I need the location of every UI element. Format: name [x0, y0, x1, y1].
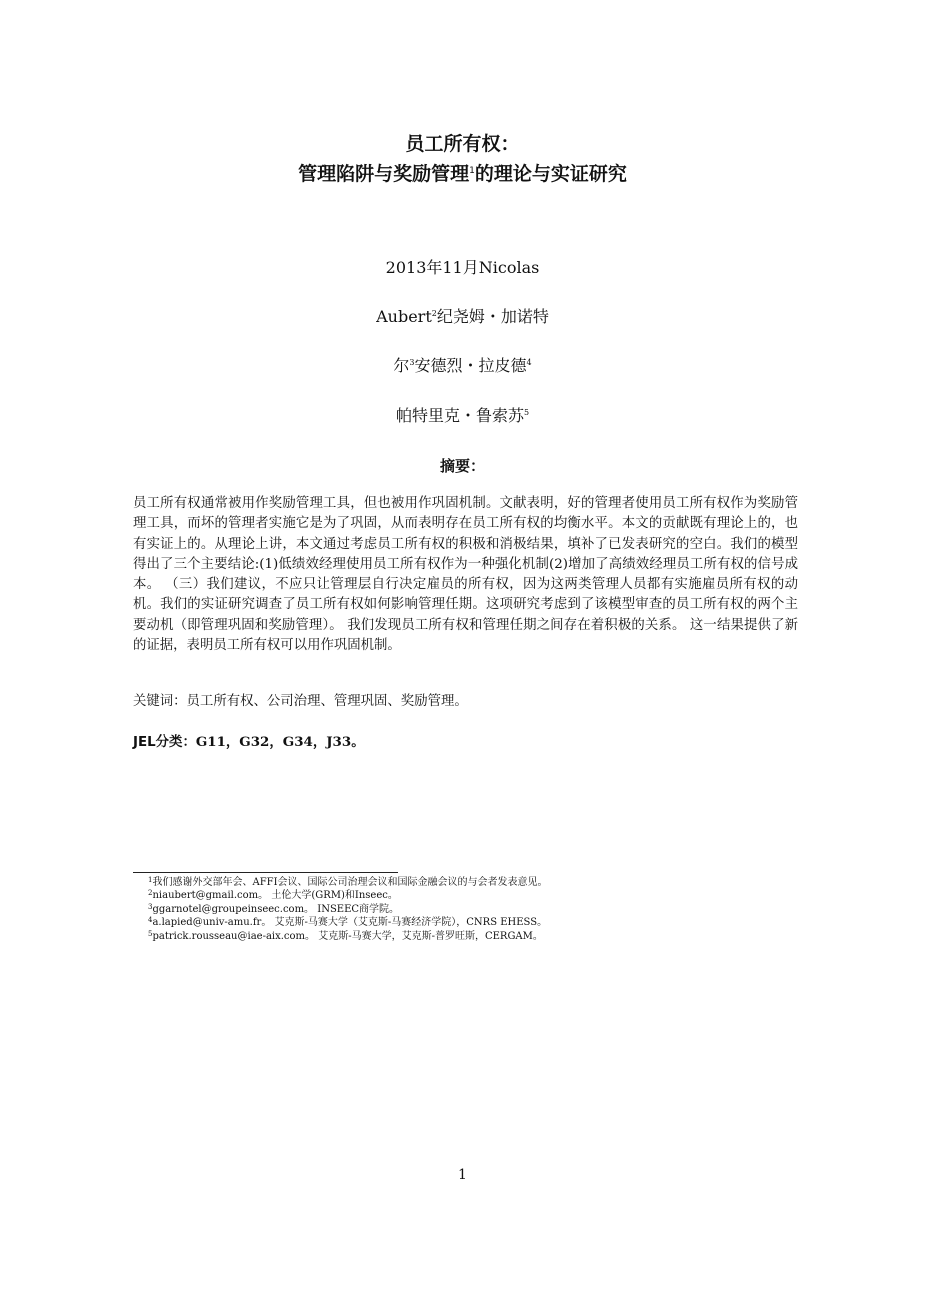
jel-label: JEL分类： [133, 735, 196, 750]
paper-title-line-1: 员工所有权： [405, 133, 520, 155]
footnote-item [148, 889, 808, 902]
footnote-number: 5 [148, 929, 153, 938]
author-name-part: 纪尧姆・加诺特 [436, 307, 549, 326]
keywords: 关键词：员工所有权、公司治理、管理巩固、奖励管理。 [133, 694, 468, 709]
author-footnote-marker[interactable]: 2 [431, 309, 437, 318]
title-text: 管理陷阱与奖励管理 [298, 163, 470, 185]
footnote-text: patrick.rousseau@iae-aix.com。 艾克斯-马赛大学，艾克斯-普罗旺斯，CERGAM。 [152, 930, 543, 942]
footnote-text: a.lapied@univ-amu.fr。 艾克斯-马赛大学（艾克斯-马赛经济学院），CNRS EHESS。 [152, 917, 548, 929]
footnote-item [148, 903, 808, 916]
author-line-1: 2013年11月Nicolas [385, 258, 540, 277]
author-line-4 [0, 405, 925, 427]
jel-classification [133, 732, 798, 753]
abstract-heading: 摘要： [439, 457, 485, 475]
footnote-item [148, 876, 808, 889]
footnote-text: ggarnotel@groupeinseec.com。 INSEEC商学院。 [152, 903, 400, 915]
footnote-number: 1 [148, 876, 153, 884]
footnote-number: 2 [148, 889, 153, 898]
author-name-part: Aubert [376, 307, 432, 326]
author-line-2 [0, 306, 925, 328]
paper-title-line-2 [0, 160, 925, 188]
author-line-3 [0, 355, 925, 377]
footnote-number: 4 [148, 916, 153, 925]
abstract-body: 员工所有权通常被用作奖励管理工具，但也被用作巩固机制。文献表明，好的管理者使用员工所有权作为奖励管理工具，而坏的管理者实施它是为了巩固，从而表明存在员工所有权的均衡水平。本文的贡献既有理论上的，也有实证上的。从理论上讲，本文通过考虑员工所有权的积极和消极结果，填补了已发表研究的空白。我们的模型得出了三个主要结论:(1)低绩效经理使用员工所有权作为一种强化机制(2)增加了高绩效经理员工所有权的信号成本。 （三）我们建议，不应只让管理层自行决定雇员的所有权，因为这两类管理人员都有实施雇员所有权的动机。我们的实证研究调查了员工所有权如何影响管理任期。这项研究考虑到了该模型审查的员工所有权的两个主要动机（即管理巩固和奖励管理）。 我们发现员工所有权和管理任期之间存在着积极的关系。 这一结果提供了新的证据，表明员工所有权可以用作巩固机制。 [133, 496, 798, 654]
author-footnote-marker[interactable]: 4 [526, 358, 532, 367]
author-name-part: 安德烈・拉皮德 [414, 356, 527, 375]
footnote-separator [133, 872, 398, 873]
jel-codes: G11，G32，G34，J33。 [195, 734, 365, 750]
footnote-text: niaubert@gmail.com。 土伦大学(GRM)和Inseec。 [152, 890, 398, 902]
footnote-item [148, 916, 808, 929]
author-name-part: 尔 [393, 356, 410, 375]
author-footnote-marker[interactable]: 5 [523, 408, 530, 417]
footnote-text: 我们感谢外交部年会、AFFI会议、国际公司治理会议和国际金融会议的与会者发表意见。 [152, 877, 548, 888]
title-text-continued: 的理论与实证研究 [474, 163, 627, 185]
author-footnote-marker[interactable]: 3 [409, 358, 415, 367]
title-footnote-marker[interactable]: 1 [469, 166, 475, 176]
footnote-number: 3 [148, 902, 153, 911]
footnote-item [148, 930, 808, 943]
page-number: 1 [458, 1167, 467, 1183]
footnotes [148, 876, 808, 943]
author-name-part: 帕特里克・鲁索苏 [395, 406, 524, 425]
